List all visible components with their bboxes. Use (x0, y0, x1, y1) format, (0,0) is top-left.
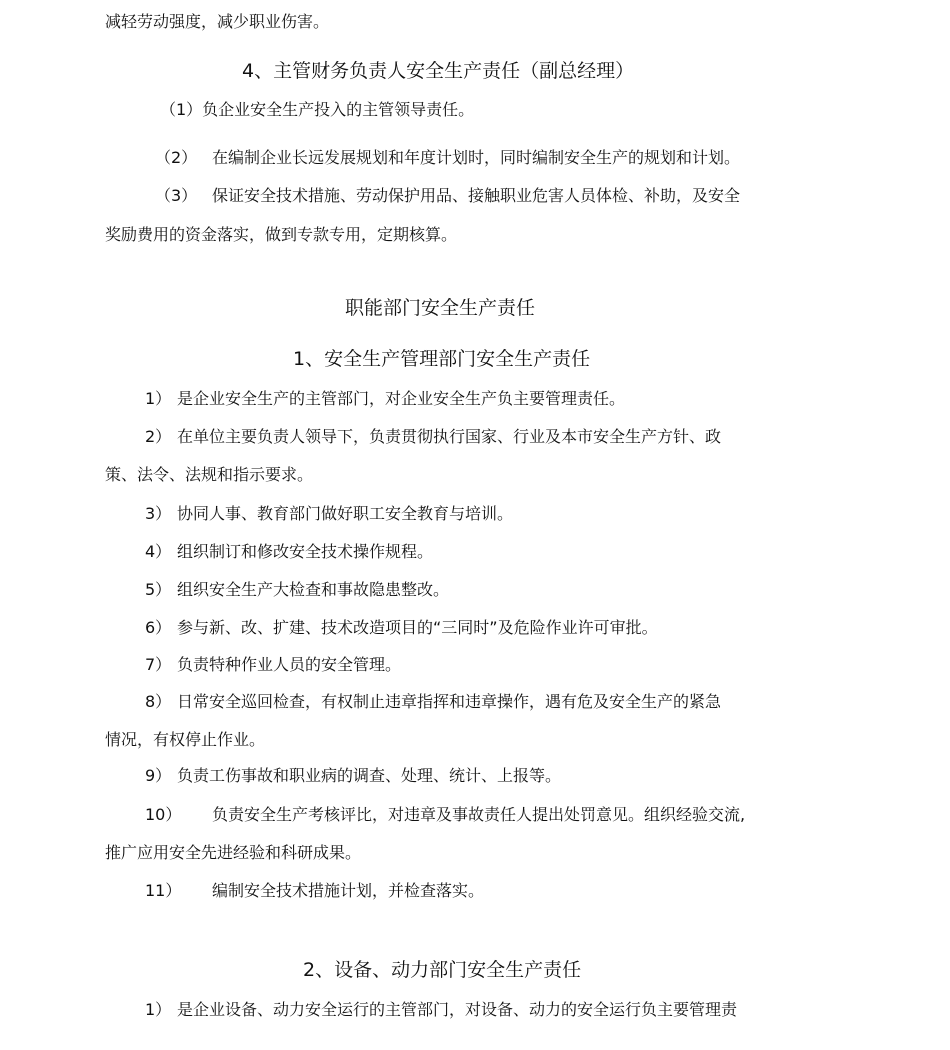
item-number: 1） (145, 1000, 172, 1019)
paragraph-line: 策、法令、法规和指示要求。 (105, 465, 314, 484)
paragraph-line: 负责工伤事故和职业病的调查、处理、统计、上报等。 (177, 766, 562, 785)
paragraph-line: 编制安全技术措施计划，并检查落实。 (212, 881, 485, 900)
item-number: 7） (145, 655, 172, 674)
paragraph-line: 是企业设备、动力安全运行的主管部门，对设备、动力的安全运行负主要管理责 (177, 1000, 738, 1019)
paragraph-line: 参与新、改、扩建、技术改造项目的“三同时”及危险作业许可审批。 (177, 618, 658, 637)
item-number: 5） (145, 580, 172, 599)
item-number: 6） (145, 618, 172, 637)
paragraph-line: 减轻劳动强度，减少职业伤害。 (105, 12, 330, 31)
paragraph-line: 推广应用安全先进经验和科研成果。 (105, 843, 362, 862)
chapter-heading: 职能部门安全生产责任 (345, 297, 536, 319)
item-number: 9） (145, 766, 172, 785)
paragraph-line: （1）负企业安全生产投入的主管领导责任。 (160, 100, 475, 119)
item-number: 1） (145, 389, 172, 408)
paragraph-line: 是企业安全生产的主管部门，对企业安全生产负主要管理责任。 (177, 389, 626, 408)
item-number: （3） (155, 186, 198, 205)
paragraph-line: 在编制企业长远发展规划和年度计划时，同时编制安全生产的规划和计划。 (212, 148, 741, 167)
paragraph-line: 情况，有权停止作业。 (105, 730, 266, 749)
item-number: 3） (145, 504, 172, 523)
item-number: 4） (145, 542, 172, 561)
item-number: 8） (145, 692, 172, 711)
paragraph-line: 组织制订和修改安全技术操作规程。 (177, 542, 434, 561)
paragraph-line: 保证安全技术措施、劳动保护用品、接触职业危害人员体检、补助，及安全 (212, 186, 741, 205)
section-heading: 1、安全生产管理部门安全生产责任 (293, 348, 591, 370)
paragraph-line: 负责安全生产考核评比，对违章及事故责任人提出处罚意见。组织经验交流, (212, 805, 746, 824)
paragraph-line: 组织安全生产大检查和事故隐患整改。 (177, 580, 450, 599)
item-number: 11） (145, 881, 182, 900)
paragraph-line: 协同人事、教育部门做好职工安全教育与培训。 (177, 504, 514, 523)
paragraph-line: 日常安全巡回检查，有权制止违章指挥和违章操作，遇有危及安全生产的紧急 (177, 692, 722, 711)
paragraph-line: 负责特种作业人员的安全管理。 (177, 655, 402, 674)
paragraph-line: 奖励费用的资金落实，做到专款专用，定期核算。 (105, 225, 458, 244)
section-heading: 4、主管财务负责人安全生产责任（副总经理） (242, 60, 635, 82)
item-number: 2） (145, 427, 172, 446)
paragraph-line: 在单位主要负责人领导下，负责贯彻执行国家、行业及本市安全生产方针、政 (177, 427, 722, 446)
section-heading: 2、设备、动力部门安全生产责任 (303, 959, 582, 981)
item-number: 10） (145, 805, 182, 824)
item-number: （2） (155, 148, 198, 167)
